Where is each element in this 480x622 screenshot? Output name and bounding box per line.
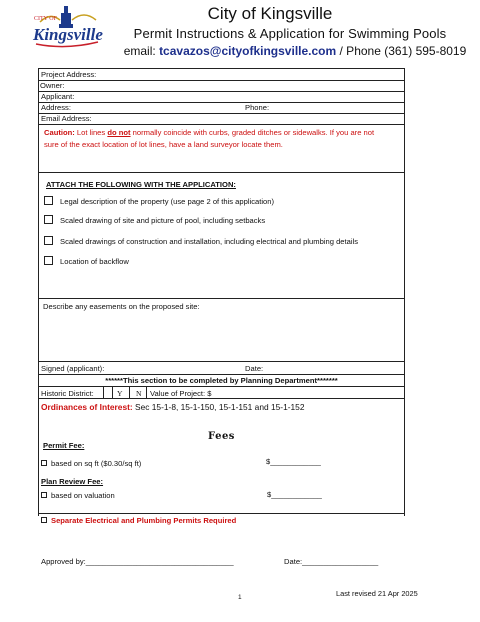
historic-no: N bbox=[136, 389, 142, 398]
plan-review-option: based on valuation bbox=[41, 491, 115, 500]
attach-item-4: Location of backflow bbox=[60, 257, 129, 266]
email-link[interactable]: tcavazos@cityofkingsville.com bbox=[159, 44, 337, 58]
caution-label: Caution: bbox=[44, 128, 75, 137]
email-address-label: Email Address: bbox=[41, 114, 92, 123]
attach-checkbox-4[interactable] bbox=[44, 256, 53, 265]
date-label: Date: bbox=[245, 364, 264, 373]
attach-item-2: Scaled drawing of site and picture of pool, including setbacks bbox=[60, 216, 266, 225]
separate-permits-line bbox=[41, 516, 236, 525]
caution-text: Caution: Lot lines do not normally coincide with curbs, graded ditches or sidewalks. If you are not bbox=[44, 128, 375, 137]
email-label: email: bbox=[123, 44, 156, 58]
page-number: 1 bbox=[238, 594, 242, 601]
approved-date-line[interactable]: Date:__________________ bbox=[284, 557, 379, 566]
caution-emphasis: do not bbox=[107, 128, 131, 137]
svg-text:Kingsville: Kingsville bbox=[33, 25, 103, 44]
attach-checkbox-3[interactable] bbox=[44, 236, 53, 245]
ordinances-text: Sec 15-1-8, 15-1-150, 15-1-151 and 15-1-152 bbox=[135, 402, 305, 412]
page-subtitle: Permit Instructions & Application for Swimming Pools bbox=[133, 26, 447, 41]
last-revised: Last revised 21 Apr 2025 bbox=[336, 589, 418, 598]
ordinances-label: Ordinances of Interest: bbox=[41, 402, 133, 412]
svg-text:CITY OF: CITY OF bbox=[34, 16, 57, 22]
easements-label: Describe any easements on the proposed site: bbox=[43, 302, 200, 311]
permit-fee-option: based on sq ft ($0.30/sq ft) bbox=[41, 459, 141, 468]
plan-review-fee-label: Plan Review Fee: bbox=[41, 477, 104, 486]
attach-heading: ATTACH THE FOLLOWING WITH THE APPLICATION: bbox=[46, 180, 236, 189]
permit-fee-label: Permit Fee: bbox=[43, 441, 85, 450]
page-title: City of Kingsville bbox=[207, 4, 333, 23]
phone-label: Phone: bbox=[245, 103, 270, 112]
owner-label: Owner: bbox=[40, 81, 65, 90]
contact-line bbox=[0, 44, 480, 58]
attach-checkbox-2[interactable] bbox=[44, 215, 53, 224]
project-value-label: Value of Project: $ bbox=[150, 389, 212, 398]
permit-fee-amount[interactable]: $____________ bbox=[266, 457, 321, 466]
signed-label: Signed (applicant): bbox=[41, 364, 105, 373]
historic-yes: Y bbox=[117, 389, 123, 398]
approved-by-line[interactable]: Approved by:___________________________________ bbox=[41, 557, 234, 566]
attach-item-3: Scaled drawings of construction and installation, including electrical and plumbing details bbox=[60, 237, 359, 246]
attach-checkbox-1[interactable] bbox=[44, 196, 53, 205]
address-label: Address: bbox=[41, 103, 71, 112]
fees-heading: Fees bbox=[208, 431, 235, 442]
ordinances-line bbox=[41, 402, 305, 412]
caution-line-2: sure of the exact location of lot lines, have a land surveyor locate them. bbox=[44, 140, 283, 149]
project-address-label: Project Address: bbox=[41, 70, 97, 79]
attach-item-1: Legal description of the property (use page 2 of this application) bbox=[60, 197, 275, 206]
phone-text: / Phone (361) 595-8019 bbox=[339, 44, 467, 58]
separate-permits-checkbox[interactable] bbox=[41, 517, 47, 523]
separate-permits-text: Separate Electrical and Plumbing Permits Required bbox=[51, 516, 237, 525]
permit-fee-checkbox[interactable] bbox=[41, 460, 47, 466]
applicant-label: Applicant: bbox=[41, 92, 75, 101]
plan-review-checkbox[interactable] bbox=[41, 492, 47, 498]
historic-label: Historic District: bbox=[41, 389, 94, 398]
planning-note: ******This section to be completed by Planning Department******* bbox=[105, 376, 338, 385]
plan-review-amount[interactable]: $____________ bbox=[267, 490, 322, 499]
